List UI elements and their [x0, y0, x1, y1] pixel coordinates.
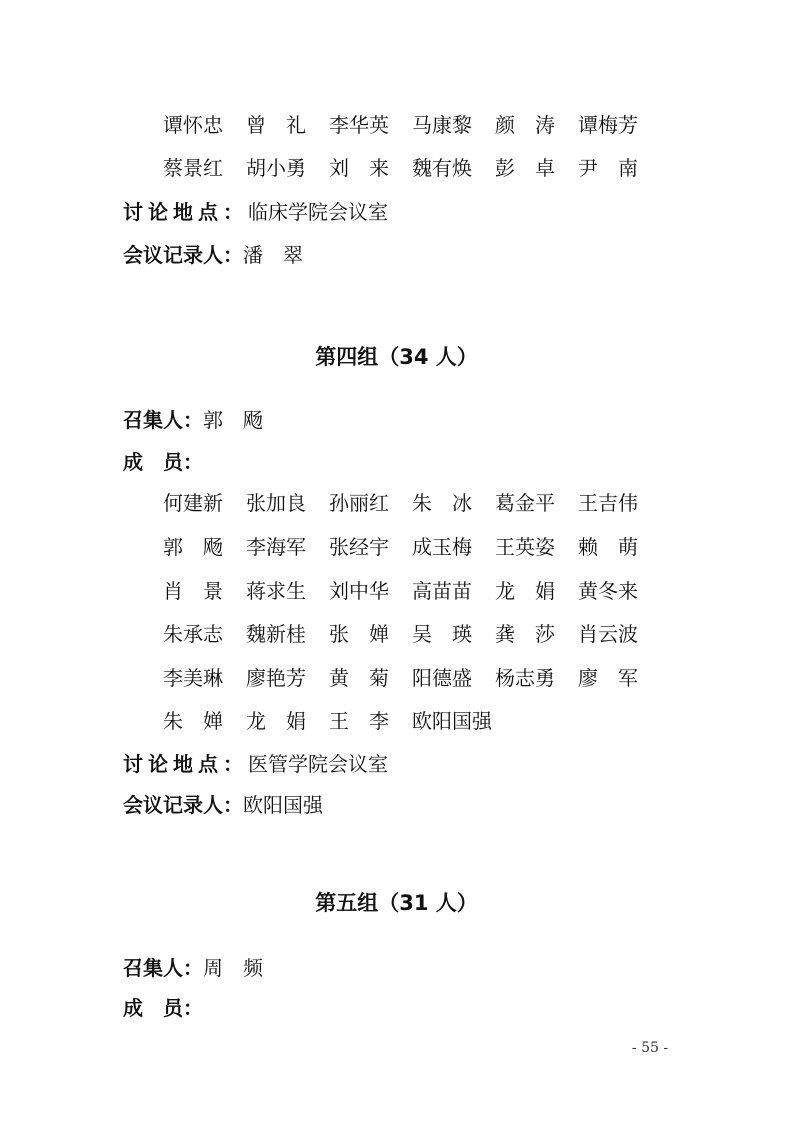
- member-name: 李海军: [246, 535, 306, 559]
- member-name: 赖 萌: [578, 535, 638, 559]
- member-name: 何建新: [163, 491, 223, 515]
- page-number: - 55 -: [631, 1040, 669, 1056]
- member-name: 张加良: [246, 491, 306, 515]
- group-heading: 第五组（31 人）: [315, 891, 478, 915]
- member-name: 魏有焕: [412, 156, 472, 180]
- member-name: 成玉梅: [412, 535, 472, 559]
- members-label: 成 员：: [123, 996, 203, 1020]
- member-name: 郭 飏: [163, 535, 223, 559]
- convener-line: [123, 953, 263, 983]
- location-line: [123, 749, 388, 779]
- location-value: 医管学院会议室: [248, 752, 388, 776]
- member-name: 李美琳: [163, 666, 223, 690]
- member-name: 尹 南: [578, 156, 638, 180]
- member-name: 魏新桂: [246, 622, 306, 646]
- member-name: 马康黎: [412, 113, 472, 137]
- member-name: 谭怀忠: [163, 113, 223, 137]
- members-label-line: [123, 993, 203, 1023]
- member-name: 王英姿: [495, 535, 555, 559]
- members-label-line: [123, 447, 203, 477]
- member-name: 孙丽红: [329, 491, 389, 515]
- convener-label: 召集人：: [123, 956, 203, 980]
- member-row: [163, 110, 663, 140]
- recorder-line: [123, 240, 303, 270]
- member-name: 刘中华: [329, 579, 389, 603]
- convener-line: [123, 405, 263, 435]
- member-row: [163, 706, 663, 736]
- member-name: 彭 卓: [495, 156, 555, 180]
- location-label: 讨论地点：: [123, 752, 248, 776]
- member-name: 颜 涛: [495, 113, 555, 137]
- member-name: 张 婵: [329, 622, 389, 646]
- member-row: [163, 488, 663, 518]
- member-name: 朱 婵: [163, 709, 223, 733]
- member-name: 曾 礼: [246, 113, 306, 137]
- recorder-label: 会议记录人：: [123, 243, 243, 267]
- member-name: 朱承志: [163, 622, 223, 646]
- member-name: 李华英: [329, 113, 389, 137]
- member-name: 胡小勇: [246, 156, 306, 180]
- member-name: [578, 706, 661, 736]
- member-name: 黄 菊: [329, 666, 389, 690]
- recorder-label: 会议记录人：: [123, 793, 243, 817]
- member-name: 廖艳芳: [246, 666, 306, 690]
- group-heading: 第四组（34 人）: [315, 345, 478, 369]
- location-value: 临床学院会议室: [248, 200, 388, 224]
- member-name: 高苗苗: [412, 579, 472, 603]
- member-name: 谭梅芳: [578, 113, 638, 137]
- recorder-value: 潘 翠: [243, 243, 303, 267]
- member-row: [163, 532, 663, 562]
- member-name: [495, 706, 578, 736]
- member-name: 张经宇: [329, 535, 389, 559]
- member-name: 杨志勇: [495, 666, 555, 690]
- member-name: 肖云波: [578, 622, 638, 646]
- member-name: 王 李: [329, 709, 389, 733]
- member-name: 黄冬来: [578, 579, 638, 603]
- member-name: 蔡景红: [163, 156, 223, 180]
- member-name: 廖 军: [578, 666, 638, 690]
- member-name: 龙 娟: [246, 709, 306, 733]
- member-name: 刘 来: [329, 156, 389, 180]
- location-label: 讨论地点：: [123, 200, 248, 224]
- member-row: [163, 663, 663, 693]
- location-line: [123, 197, 388, 227]
- member-name: 龙 娟: [495, 579, 555, 603]
- member-name: 肖 景: [163, 579, 223, 603]
- recorder-value: 欧阳国强: [243, 793, 323, 817]
- members-label: 成 员：: [123, 450, 203, 474]
- member-name: 王吉伟: [578, 491, 638, 515]
- convener-label: 召集人：: [123, 408, 203, 432]
- member-row: [163, 619, 663, 649]
- convener-value: 周 频: [203, 956, 263, 980]
- member-name: 龚 莎: [495, 622, 555, 646]
- member-name: 吴 瑛: [412, 622, 472, 646]
- member-name: 欧阳国强: [412, 709, 492, 733]
- convener-value: 郭 飏: [203, 408, 263, 432]
- member-name: 葛金平: [495, 491, 555, 515]
- recorder-line: [123, 790, 323, 820]
- member-name: 阳德盛: [412, 666, 472, 690]
- member-name: 朱 冰: [412, 491, 472, 515]
- member-row: [163, 576, 663, 606]
- member-name: 蒋求生: [246, 579, 306, 603]
- member-row: [163, 153, 663, 183]
